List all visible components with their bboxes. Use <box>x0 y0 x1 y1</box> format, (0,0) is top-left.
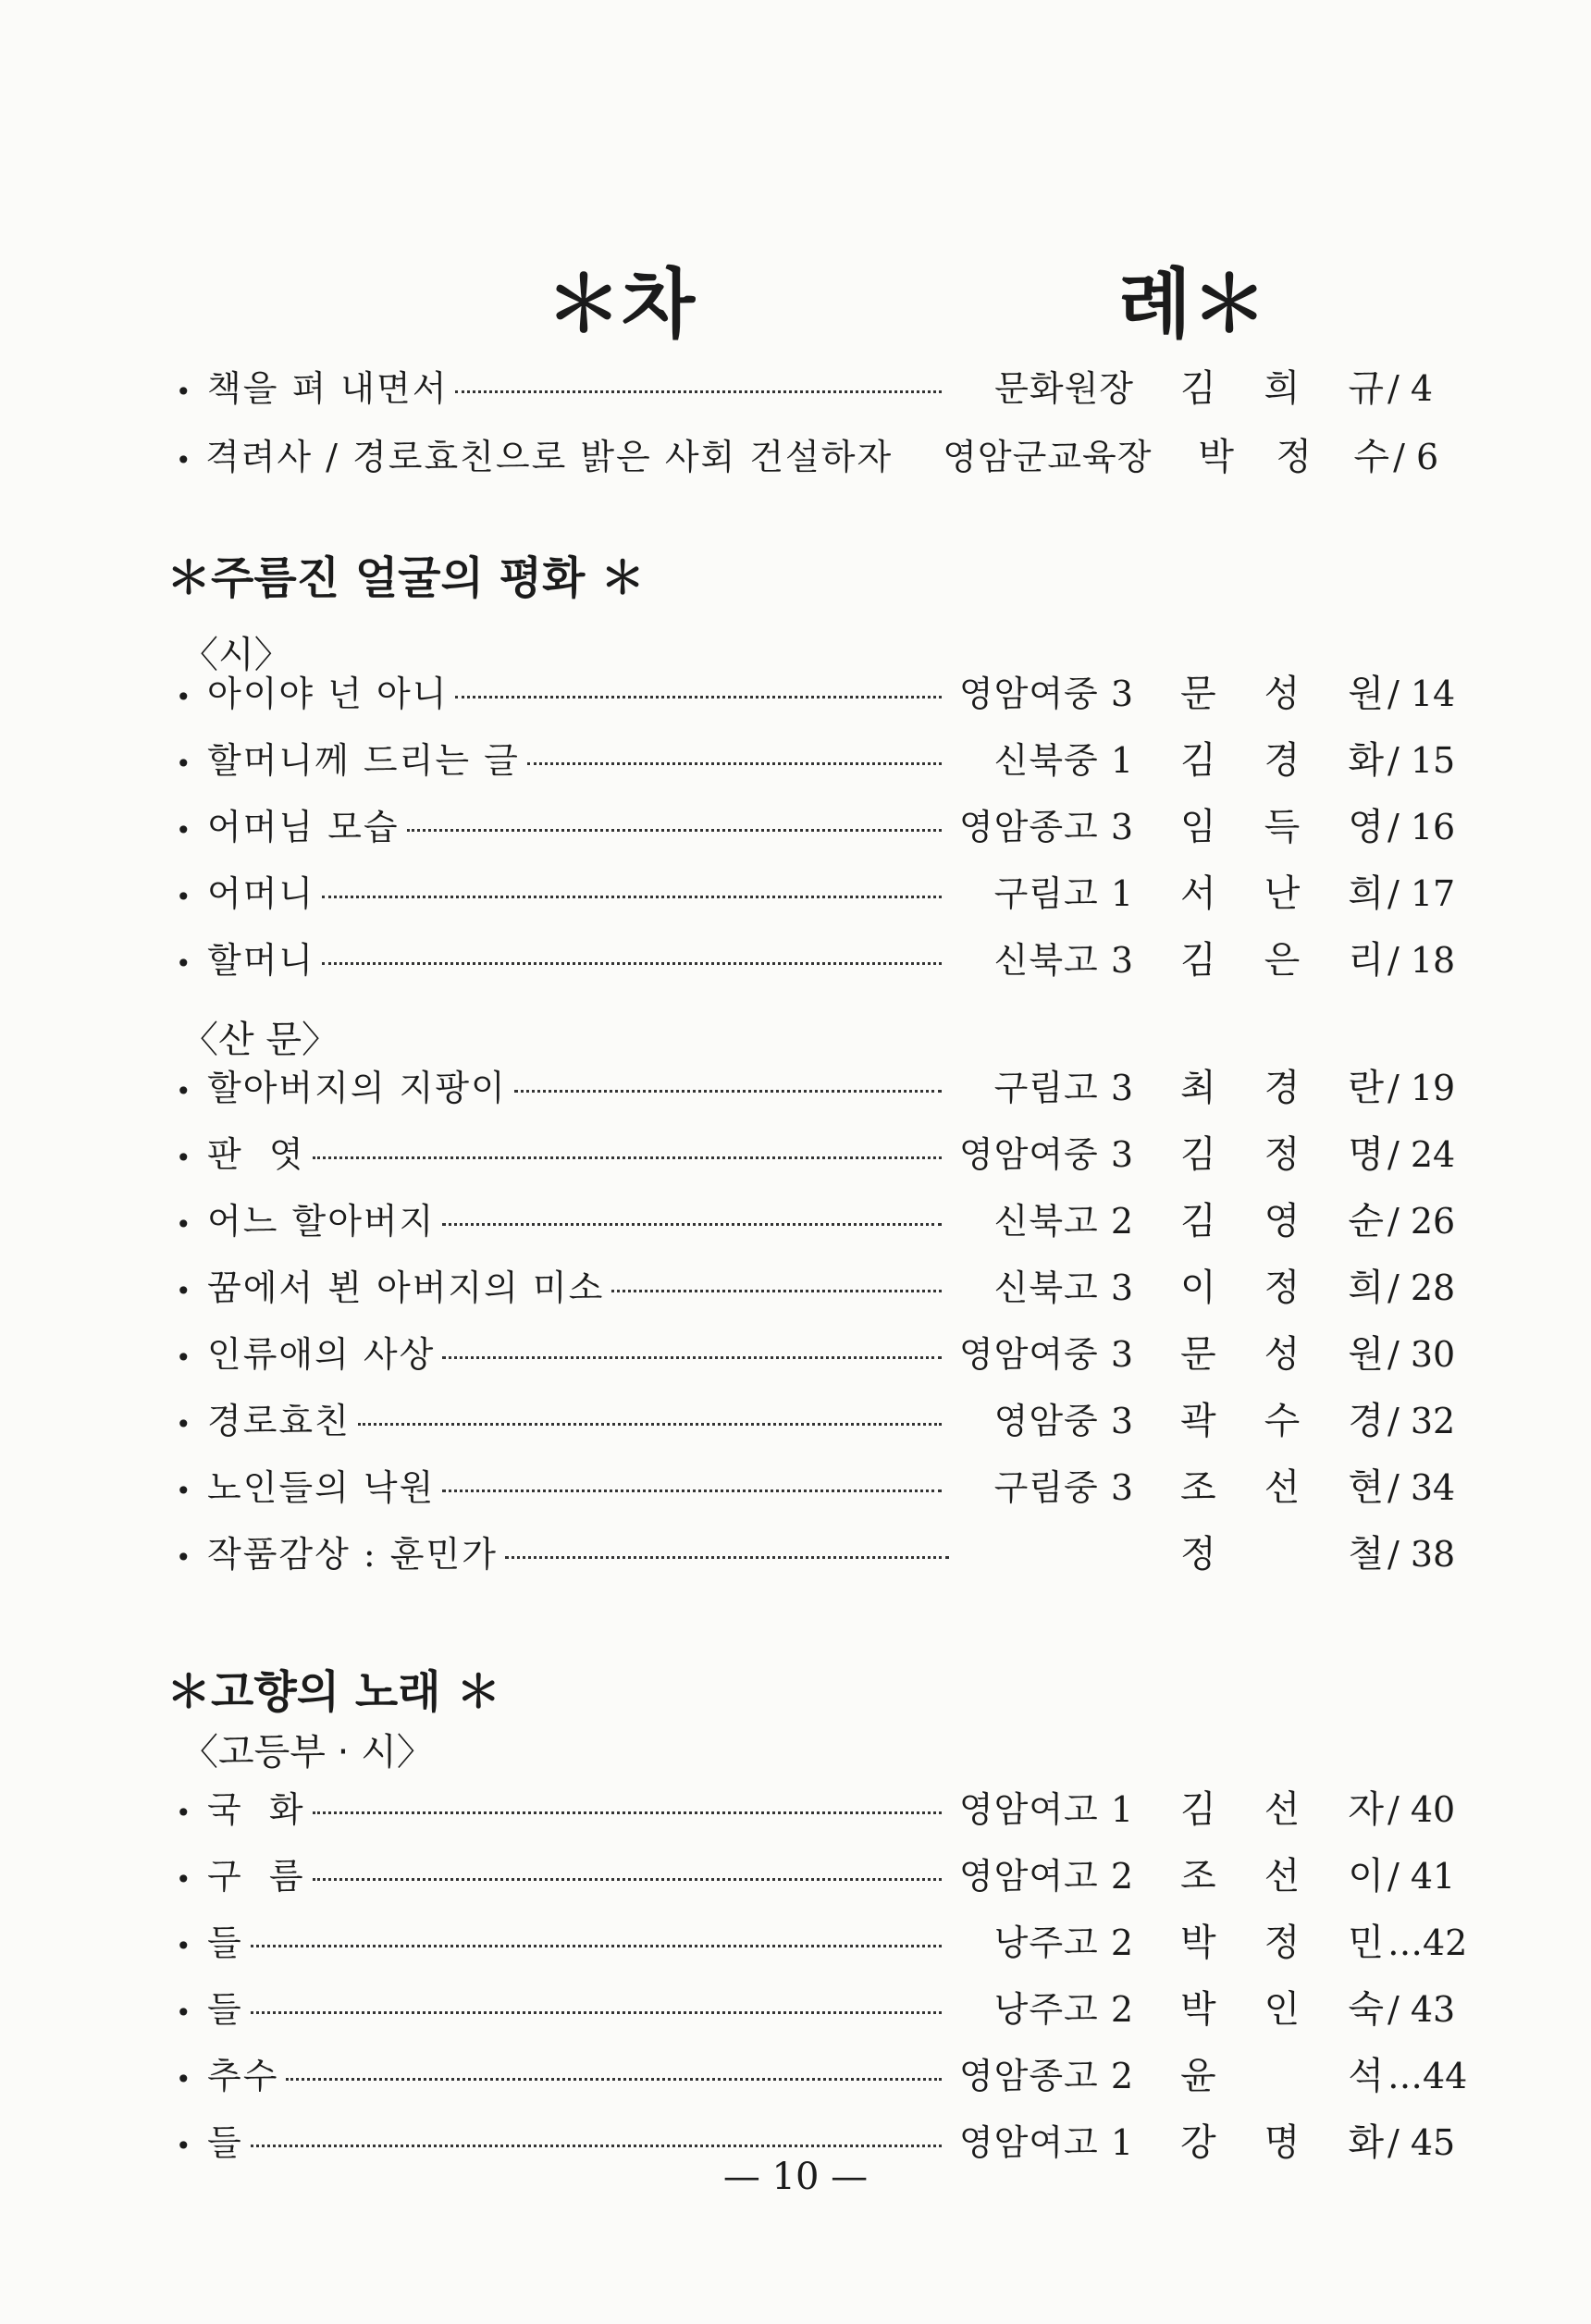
toc-entry[interactable] <box>176 731 1480 783</box>
entry-page: …44 <box>1388 2056 1468 2096</box>
bullet-icon: • <box>176 1542 191 1573</box>
page-footer: — 10 — <box>722 2156 869 2198</box>
entry-page: / 4 <box>1388 368 1434 409</box>
section-heading: ＊주름진 얼굴의 평화 ＊ <box>166 552 646 604</box>
entry-affiliation: 영암여고 2 <box>958 1856 1134 1897</box>
bullet-icon: • <box>176 1997 191 2028</box>
entry-page: / 43 <box>1388 1989 1456 2030</box>
entry-author: 김 영 순 <box>1180 1200 1384 1242</box>
entry-page: / 40 <box>1388 1789 1456 1830</box>
toc-entry[interactable] <box>176 1525 1480 1576</box>
entry-title: 아이야 넌 아니 <box>207 674 449 714</box>
toc-entry[interactable] <box>176 2046 1480 2098</box>
bullet-icon: • <box>176 445 191 476</box>
toc-entry[interactable] <box>176 797 1480 849</box>
entry-affiliation: 신북고 3 <box>993 940 1134 981</box>
entry-author: 김 경 화 <box>1180 739 1384 782</box>
entry-affiliation: 영암군교육장 <box>943 437 1153 477</box>
toc-entry-encouragement[interactable] <box>176 427 1480 479</box>
dot-leader <box>455 390 942 393</box>
dot-leader <box>442 1356 942 1359</box>
toc-entry[interactable] <box>176 1980 1480 2032</box>
entry-affiliation: 영암여고 1 <box>958 1789 1134 1830</box>
entry-page: / 34 <box>1388 1467 1456 1508</box>
toc-entry[interactable] <box>176 1125 1480 1177</box>
toc-entry-preface[interactable] <box>176 359 1480 411</box>
entry-title: 격려사 / 경로효친으로 밝은 사회 건설하자 <box>204 437 894 477</box>
entry-page: / 14 <box>1388 674 1456 714</box>
dot-leader <box>442 1223 942 1226</box>
dot-leader <box>527 762 942 765</box>
bullet-icon: • <box>176 748 191 779</box>
entry-title: 책을 펴 내면서 <box>207 368 449 409</box>
entry-affiliation: 신북중 1 <box>993 740 1134 781</box>
toc-entry[interactable] <box>176 1913 1480 1965</box>
entry-author: 곽 수 경 <box>1180 1400 1384 1442</box>
page-title-right: 례＊ <box>1117 260 1267 349</box>
bullet-icon: • <box>176 682 191 712</box>
dot-leader <box>442 1490 942 1492</box>
dot-leader <box>313 1156 942 1159</box>
entry-author: 조 선 이 <box>1180 1855 1384 1898</box>
entry-page: / 24 <box>1388 1134 1456 1175</box>
entry-author: 정 철 <box>1180 1533 1384 1576</box>
toc-entry[interactable] <box>176 1780 1480 1832</box>
entry-page: / 6 <box>1393 437 1439 477</box>
dot-leader <box>455 696 942 698</box>
entry-title: 들 <box>207 2122 243 2163</box>
entry-author: 이 정 희 <box>1180 1267 1384 1309</box>
entry-title: 작품감상 : 훈민가 <box>207 1534 498 1575</box>
entry-title: 노인들의 낙원 <box>207 1467 436 1508</box>
entry-affiliation: 영암여중 3 <box>958 1134 1134 1175</box>
bullet-icon: • <box>176 1931 191 1961</box>
entry-author: 조 선 현 <box>1180 1466 1384 1509</box>
toc-entry[interactable] <box>176 664 1480 716</box>
dot-leader <box>251 2145 942 2147</box>
entry-title: 할머니 <box>207 940 315 981</box>
bullet-icon: • <box>176 1276 191 1306</box>
bullet-icon: • <box>176 948 191 979</box>
entry-author: 박 정 민 <box>1180 1922 1384 1964</box>
entry-page: / 32 <box>1388 1401 1456 1441</box>
entry-affiliation: 영암여중 3 <box>958 674 1134 714</box>
entry-page: / 28 <box>1388 1267 1456 1308</box>
bullet-icon: • <box>176 1076 191 1106</box>
section-heading: ＊고향의 노래 ＊ <box>166 1666 501 1718</box>
entry-title: 추수 <box>207 2056 279 2096</box>
entry-author: 박 인 숙 <box>1180 1988 1384 2031</box>
entry-title: 어느 할아버지 <box>207 1201 436 1242</box>
toc-entry[interactable] <box>176 1058 1480 1110</box>
toc-entry[interactable] <box>176 1458 1480 1510</box>
dot-leader <box>251 1945 942 1947</box>
bullet-icon: • <box>176 377 191 407</box>
entry-affiliation: 영암종고 3 <box>958 807 1134 847</box>
entry-page: …42 <box>1388 1922 1468 1963</box>
dot-leader <box>611 1290 942 1292</box>
entry-page: / 41 <box>1388 1856 1456 1897</box>
entry-affiliation: 문화원장 <box>994 368 1134 409</box>
bullet-icon: • <box>176 1342 191 1373</box>
entry-affiliation: 구림고 3 <box>993 1068 1134 1108</box>
entry-author: 문 성 원 <box>1180 1333 1384 1376</box>
bullet-icon: • <box>176 1476 191 1506</box>
toc-entry[interactable] <box>176 864 1480 916</box>
bullet-icon: • <box>176 2131 191 2161</box>
toc-entry[interactable] <box>176 1391 1480 1443</box>
entry-page: / 26 <box>1388 1201 1456 1242</box>
entry-title: 할아버지의 지팡이 <box>207 1068 507 1108</box>
entry-page: / 30 <box>1388 1334 1456 1375</box>
toc-entry[interactable] <box>176 1847 1480 1898</box>
entry-page: / 45 <box>1388 2122 1456 2163</box>
entry-page: / 19 <box>1388 1068 1456 1108</box>
toc-entry[interactable] <box>176 931 1480 983</box>
entry-title: 들 <box>207 1989 243 2030</box>
entry-title: 경로효친 <box>207 1401 351 1441</box>
entry-affiliation: 낭주고 2 <box>993 1989 1134 2030</box>
group-label: 〈시〉 <box>181 634 291 676</box>
toc-entry[interactable] <box>176 1258 1480 1310</box>
dot-leader <box>322 896 942 898</box>
entry-title: 들 <box>207 1922 243 1963</box>
entry-author: 강 명 화 <box>1180 2121 1384 2164</box>
entry-affiliation: 신북고 2 <box>993 1201 1134 1242</box>
dot-leader <box>313 1811 942 1814</box>
entry-affiliation: 신북고 3 <box>993 1267 1134 1308</box>
dot-leader <box>407 829 942 832</box>
entry-author: 김 은 리 <box>1180 939 1384 982</box>
bullet-icon: • <box>176 1864 191 1895</box>
dot-leader <box>322 962 942 965</box>
bullet-icon: • <box>176 1798 191 1828</box>
entry-author: 서 난 희 <box>1180 872 1384 915</box>
entry-page: / 15 <box>1388 740 1456 781</box>
dot-leader <box>505 1556 949 1559</box>
entry-title: 국 화 <box>207 1789 305 1830</box>
dot-leader <box>251 2011 942 2014</box>
dot-leader <box>358 1423 942 1426</box>
entry-author: 임 득 영 <box>1180 806 1384 848</box>
entry-affiliation: 구림고 1 <box>993 873 1134 914</box>
entry-affiliation: 영암여고 1 <box>958 2122 1134 2163</box>
entry-author: 김 희 규 <box>1180 367 1384 410</box>
bullet-icon: • <box>176 882 191 912</box>
bullet-icon: • <box>176 815 191 846</box>
entry-title: 꿈에서 뵌 아버지의 미소 <box>207 1267 605 1308</box>
entry-title: 판 엿 <box>207 1134 305 1175</box>
entry-author: 김 정 명 <box>1180 1133 1384 1176</box>
entry-affiliation: 영암여중 3 <box>958 1334 1134 1375</box>
entry-title: 할머니께 드리는 글 <box>207 740 520 781</box>
entry-title: 어머님 모습 <box>207 807 400 847</box>
entry-title: 어머니 <box>207 873 315 914</box>
entry-author: 윤 석 <box>1180 2055 1384 2097</box>
entry-affiliation: 영암종고 2 <box>958 2056 1134 2096</box>
entry-page: / 38 <box>1388 1534 1456 1575</box>
entry-author: 최 경 란 <box>1180 1067 1384 1109</box>
dot-leader <box>286 2078 942 2081</box>
entry-affiliation: 영암중 3 <box>993 1401 1134 1441</box>
entry-author: 박 정 수 <box>1198 436 1390 478</box>
entry-page: / 17 <box>1388 873 1456 914</box>
group-label: 〈산 문〉 <box>181 1019 339 1061</box>
entry-page: / 18 <box>1388 940 1456 981</box>
bullet-icon: • <box>176 1409 191 1440</box>
entry-title: 구 름 <box>207 1856 305 1897</box>
entry-author: 문 성 원 <box>1180 673 1384 715</box>
toc-entry[interactable] <box>176 1325 1480 1377</box>
entry-page: / 16 <box>1388 807 1456 847</box>
entry-title: 인류애의 사상 <box>207 1334 436 1375</box>
toc-entry[interactable] <box>176 1192 1480 1243</box>
entry-author: 김 선 자 <box>1180 1788 1384 1831</box>
group-label: 〈고등부 · 시〉 <box>181 1731 434 1774</box>
bullet-icon: • <box>176 2064 191 2095</box>
bullet-icon: • <box>176 1209 191 1240</box>
dot-leader <box>514 1090 942 1093</box>
bullet-icon: • <box>176 1143 191 1173</box>
entry-affiliation: 구림중 3 <box>993 1467 1134 1508</box>
dot-leader <box>313 1878 942 1881</box>
page-title-left: ＊차 <box>546 260 696 349</box>
entry-affiliation: 낭주고 2 <box>993 1922 1134 1963</box>
page-title <box>546 242 1267 353</box>
